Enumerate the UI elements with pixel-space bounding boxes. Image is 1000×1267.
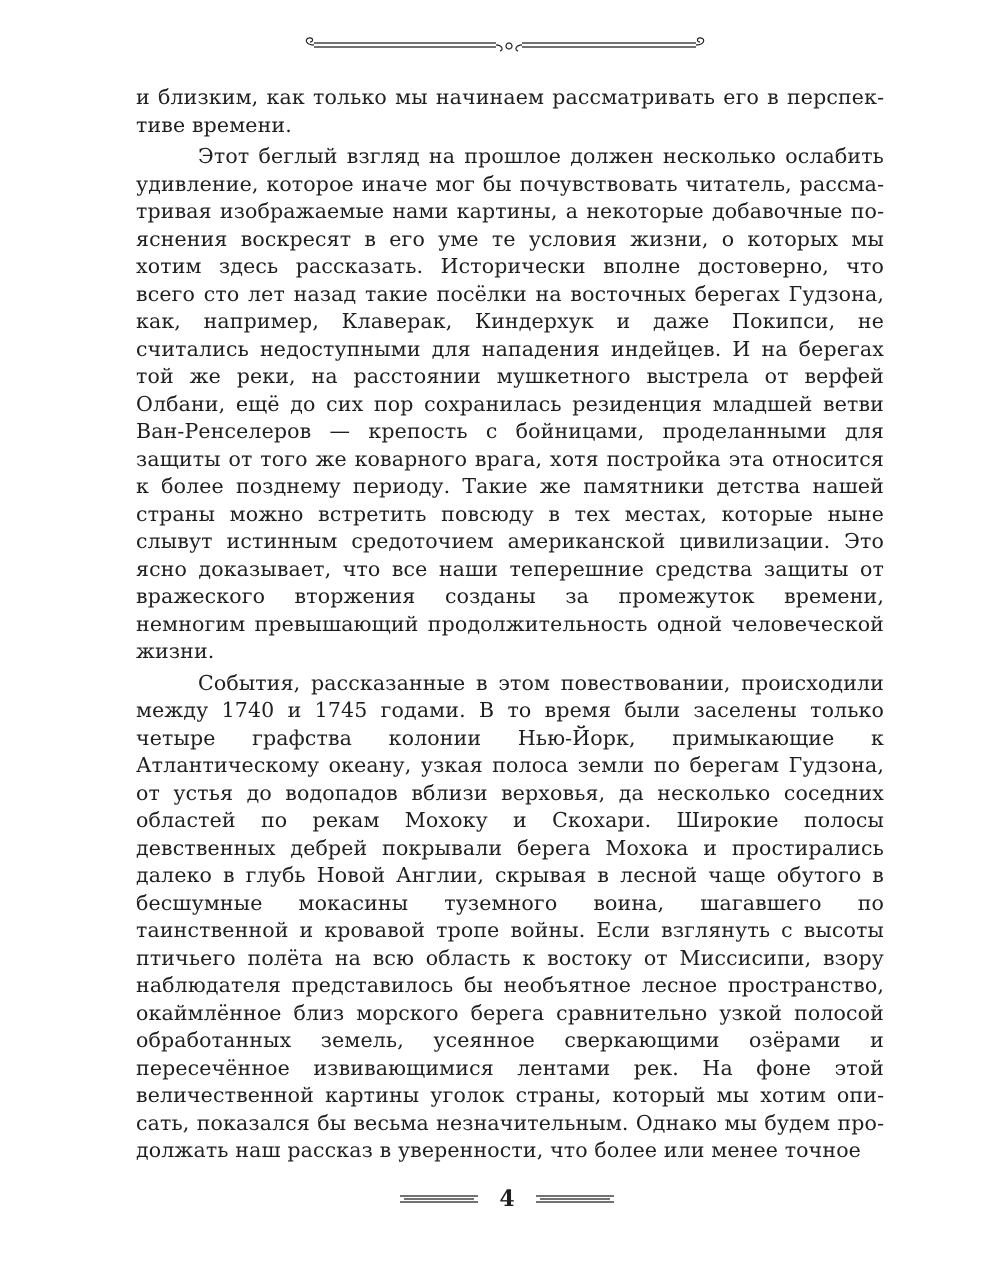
page-footer — [400, 1184, 614, 1214]
footer-rule-right — [536, 1192, 614, 1206]
header-ornament — [300, 34, 710, 56]
body-text — [136, 84, 884, 1169]
paragraph: События, рассказанные в этом повествовании, происходили между 1740 и 1745 годами. В то время были заселены только четыре графства колонии Нью-Йорк, примыкающие к Атлантическому океану, узкая полоса земли по берегам Гудзона, от устья до водопадов вблизи верховья, да несколько соседних областей по рекам Мохоку и Скохари. Широкие полосы девственных дебрей покрывали берега Мохока и простирались далеко в глубь Новой Англии, скрывая в лесной чаще обутого в бесшумные мокасины туземного воина, шагавшего по таинственной и кровавой тропе войны. Если взглянуть с высоты птичьего полёта на всю область к востоку от Миссисипи, взору наблюдателя представилось бы необъятное лесное пространство, окаймлённое близ морского берега сравнительно узкой полосой обработанных земель, усеянное сверкающими озёрами и пересечённое извивающимися лентами рек. На фоне этой величественной картины уголок страны, который мы хотим описать, показался бы весьма незначительным. Однако мы будем продолжать наш рассказ в уверенности, что более или менее точное — [136, 670, 884, 1162]
paragraph: Этот беглый взгляд на прошлое должен несколько ослабить удивление, которое иначе мог бы почувствовать читатель, рассматривая изображаемые нами картины, а некоторые добавочные пояснения воскресят в его уме те условия жизни, о которых мы хотим здесь рассказать. Исторически вполне достоверно, что всего сто лет назад такие посёлки на восточных берегах Гудзона, как, например, Клаверак, Киндерхук и даже Покипси, не считались недоступными для нападения индейцев. И на берегах той же реки, на расстоянии мушкетного выстрела от верфей Олбани, ещё до сих пор сохранилась резиденция младшей ветви Ван-Ренселеров — крепость с бойницами, проделанными для защиты от того же коварного врага, хотя постройка эта относится к более позднему периоду. Такие же памятники детства нашей страны можно встретить повсюду в тех местах, которые ныне слывут истинным средоточием американской цивилизации. Это ясно доказывает, что все наши теперешние средства защиты от вражеского вторжения созданы за промежуток времени, немногим превышающий продолжительность одной человеческой жизни. — [136, 144, 884, 663]
footer-rule-left — [400, 1192, 478, 1206]
page-number: 4 — [499, 1186, 515, 1212]
paragraph-continued: и близким, как только мы начинаем рассматривать его в перспективе времени. — [136, 85, 884, 137]
